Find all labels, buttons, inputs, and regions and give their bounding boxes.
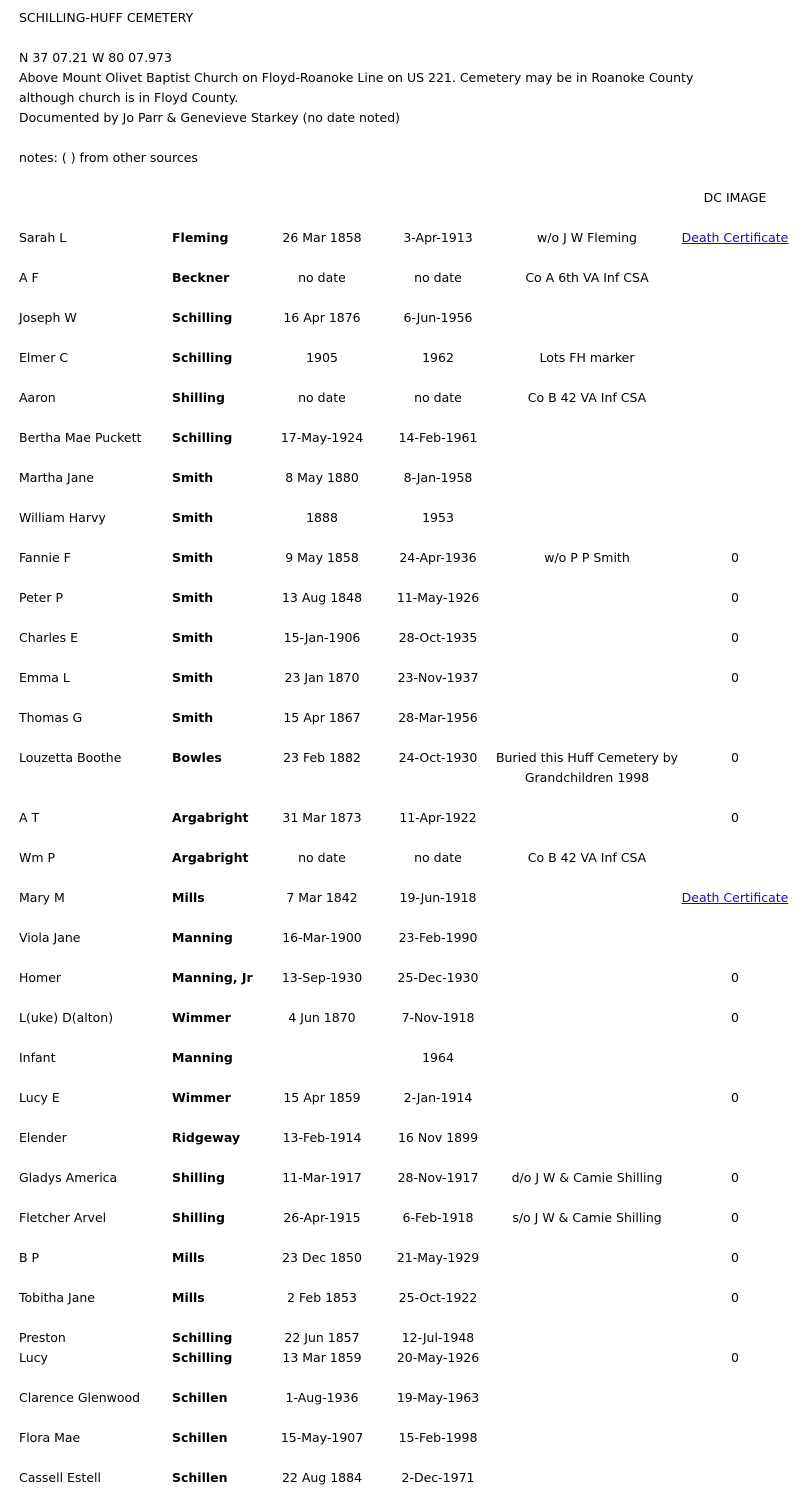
first-name: Fletcher Arvel xyxy=(19,1210,107,1225)
birth-date: 1-Aug-1936 xyxy=(285,1390,359,1405)
first-name: Thomas G xyxy=(19,710,83,725)
death-date: no date xyxy=(414,850,462,865)
burial-note: Co B 42 VA Inf CSA xyxy=(527,850,647,865)
birth-date: no date xyxy=(298,270,346,285)
last-name: Shilling xyxy=(172,1210,225,1225)
birth-date: 4 Jun 1870 xyxy=(288,1010,356,1025)
birth-date: 15 Apr 1867 xyxy=(283,710,361,725)
death-date: 8-Jan-1958 xyxy=(403,470,473,485)
dc-image-value: 0 xyxy=(731,1210,739,1225)
death-certificate-link[interactable]: Death Certificate xyxy=(681,230,789,245)
birth-date: 26 Mar 1858 xyxy=(282,230,362,245)
death-date: 3-Apr-1913 xyxy=(403,230,473,245)
birth-date: 23 Dec 1850 xyxy=(282,1250,362,1265)
first-name: Flora Mae xyxy=(19,1430,81,1445)
last-name: Smith xyxy=(172,630,214,645)
first-name: Elmer C xyxy=(19,350,69,365)
dc-image-value: 0 xyxy=(731,670,739,685)
death-date: 28-Mar-1956 xyxy=(398,710,478,725)
location-line-2: although church is in Floyd County. xyxy=(19,90,239,105)
last-name: Shilling xyxy=(172,390,225,405)
birth-date: 2 Feb 1853 xyxy=(287,1290,357,1305)
dc-image-value: 0 xyxy=(731,1250,739,1265)
death-date: 16 Nov 1899 xyxy=(397,1130,479,1145)
death-date: 12-Jul-1948 xyxy=(401,1330,475,1345)
location-line-1: Above Mount Olivet Baptist Church on Floyd-Roanoke Line on US 221. Cemetery may be in Roanoke County xyxy=(19,70,694,85)
birth-date: 13-Sep-1930 xyxy=(281,970,363,985)
dc-image-value: 0 xyxy=(731,810,739,825)
last-name: Smith xyxy=(172,550,214,565)
last-name: Ridgeway xyxy=(172,1130,241,1145)
death-date: 28-Nov-1917 xyxy=(397,1170,479,1185)
death-date: 19-Jun-1918 xyxy=(399,890,477,905)
death-date: 24-Apr-1936 xyxy=(399,550,477,565)
birth-date: 1905 xyxy=(306,350,338,365)
dc-image-value: 0 xyxy=(731,1290,739,1305)
birth-date: 15 Apr 1859 xyxy=(283,1090,361,1105)
death-date: 1964 xyxy=(422,1050,454,1065)
death-date: 23-Feb-1990 xyxy=(398,930,478,945)
burial-note: d/o J W & Camie Shilling xyxy=(511,1170,663,1185)
last-name: Argabright xyxy=(172,810,249,825)
death-date: no date xyxy=(414,390,462,405)
dc-image-value: 0 xyxy=(731,1350,739,1365)
last-name: Smith xyxy=(172,510,214,525)
last-name: Schilling xyxy=(172,310,233,325)
birth-date: 23 Feb 1882 xyxy=(283,750,361,765)
last-name: Manning xyxy=(172,930,233,945)
birth-date: 1888 xyxy=(306,510,338,525)
first-name: Mary M xyxy=(19,890,65,905)
last-name: Smith xyxy=(172,590,214,605)
birth-date: 11-Mar-1917 xyxy=(282,1170,362,1185)
birth-date: 16-Mar-1900 xyxy=(282,930,362,945)
death-certificate-link[interactable]: Death Certificate xyxy=(681,890,789,905)
death-date: 25-Oct-1922 xyxy=(398,1290,478,1305)
last-name: Schillen xyxy=(172,1390,228,1405)
birth-date: 15-Jan-1906 xyxy=(283,630,361,645)
birth-date: 22 Aug 1884 xyxy=(281,1470,363,1485)
last-name: Schilling xyxy=(172,350,233,365)
notes-line: notes: ( ) from other sources xyxy=(19,150,198,165)
first-name: Gladys America xyxy=(19,1170,118,1185)
birth-date: no date xyxy=(298,850,346,865)
last-name: Manning, Jr xyxy=(172,970,253,985)
first-name: William Harvy xyxy=(19,510,106,525)
last-name: Mills xyxy=(172,890,205,905)
death-date: 7-Nov-1918 xyxy=(401,1010,475,1025)
burial-note: Co B 42 VA Inf CSA xyxy=(527,390,647,405)
first-name: Aaron xyxy=(19,390,56,405)
first-name: Homer xyxy=(19,970,62,985)
death-date: 25-Dec-1930 xyxy=(397,970,479,985)
burial-note: w/o P P Smith xyxy=(544,550,630,565)
first-name: Tobitha Jane xyxy=(19,1290,95,1305)
death-date: 14-Feb-1961 xyxy=(398,430,478,445)
first-name: Martha Jane xyxy=(19,470,94,485)
death-date: 20-May-1926 xyxy=(396,1350,480,1365)
dc-image-value: 0 xyxy=(731,590,739,605)
first-name: Wm P xyxy=(19,850,56,865)
documented-by: Documented by Jo Parr & Genevieve Starkey (no date noted) xyxy=(19,110,401,125)
last-name: Manning xyxy=(172,1050,233,1065)
first-name: Infant xyxy=(19,1050,56,1065)
last-name: Wimmer xyxy=(172,1010,231,1025)
burial-note: w/o J W Fleming xyxy=(537,230,637,245)
death-date: 23-Nov-1937 xyxy=(397,670,479,685)
last-name: Schilling xyxy=(172,1350,233,1365)
burial-note: Buried this Huff Cemetery by Grandchildren 1998 xyxy=(495,750,679,785)
birth-date: 7 Mar 1842 xyxy=(286,890,358,905)
first-name: Louzetta Boothe xyxy=(19,750,122,765)
death-date: 28-Oct-1935 xyxy=(398,630,478,645)
last-name: Bowles xyxy=(172,750,222,765)
birth-date: 13 Mar 1859 xyxy=(282,1350,362,1365)
first-name: Charles E xyxy=(19,630,78,645)
birth-date: 31 Mar 1873 xyxy=(282,810,362,825)
death-date: 2-Jan-1914 xyxy=(403,1090,473,1105)
birth-date: 22 Jun 1857 xyxy=(284,1330,360,1345)
death-date: 11-Apr-1922 xyxy=(399,810,477,825)
last-name: Mills xyxy=(172,1250,205,1265)
last-name: Schillen xyxy=(172,1470,228,1485)
cemetery-title: SCHILLING-HUFF CEMETERY xyxy=(19,10,194,25)
burial-note: Lots FH marker xyxy=(539,350,635,365)
death-date: 1953 xyxy=(422,510,454,525)
death-date: 6-Jun-1956 xyxy=(403,310,473,325)
first-name: Elender xyxy=(19,1130,67,1145)
burial-note: Co A 6th VA Inf CSA xyxy=(525,270,649,285)
death-date: 21-May-1929 xyxy=(396,1250,480,1265)
dc-image-header: DC IMAGE xyxy=(703,190,767,205)
last-name: Schillen xyxy=(172,1430,228,1445)
first-name: Clarence Glenwood xyxy=(19,1390,141,1405)
death-date: no date xyxy=(414,270,462,285)
death-date: 6-Feb-1918 xyxy=(402,1210,474,1225)
death-date: 2-Dec-1971 xyxy=(401,1470,475,1485)
birth-date: 23 Jan 1870 xyxy=(284,670,360,685)
last-name: Schilling xyxy=(172,430,233,445)
last-name: Schilling xyxy=(172,1330,233,1345)
last-name: Smith xyxy=(172,670,214,685)
first-name: Bertha Mae Puckett xyxy=(19,430,142,445)
birth-date: 16 Apr 1876 xyxy=(283,310,361,325)
first-name: B P xyxy=(19,1250,40,1265)
first-name: Lucy E xyxy=(19,1090,60,1105)
first-name: A F xyxy=(19,270,39,285)
birth-date: 15-May-1907 xyxy=(280,1430,364,1445)
death-date: 19-May-1963 xyxy=(396,1390,480,1405)
last-name: Smith xyxy=(172,710,214,725)
birth-date: no date xyxy=(298,390,346,405)
birth-date: 13 Aug 1848 xyxy=(281,590,363,605)
first-name: L(uke) D(alton) xyxy=(19,1010,114,1025)
first-name: Emma L xyxy=(19,670,70,685)
death-date: 24-Oct-1930 xyxy=(398,750,478,765)
last-name: Shilling xyxy=(172,1170,225,1185)
dc-image-value: 0 xyxy=(731,750,739,765)
first-name: Viola Jane xyxy=(19,930,81,945)
dc-image-value: 0 xyxy=(731,1090,739,1105)
dc-image-value: 0 xyxy=(731,550,739,565)
first-name: Peter P xyxy=(19,590,64,605)
first-name: Cassell Estell xyxy=(19,1470,101,1485)
first-name: Lucy xyxy=(19,1350,48,1365)
first-name: Preston xyxy=(19,1330,66,1345)
dc-image-value: 0 xyxy=(731,1170,739,1185)
last-name: Fleming xyxy=(172,230,229,245)
last-name: Smith xyxy=(172,470,214,485)
death-date: 11-May-1926 xyxy=(396,590,480,605)
gps-coordinates: N 37 07.21 W 80 07.973 xyxy=(19,50,172,65)
dc-image-value: 0 xyxy=(731,1010,739,1025)
last-name: Beckner xyxy=(172,270,230,285)
first-name: Fannie F xyxy=(19,550,71,565)
first-name: Sarah L xyxy=(19,230,67,245)
dc-image-value: 0 xyxy=(731,970,739,985)
birth-date: 9 May 1858 xyxy=(285,550,359,565)
first-name: Joseph W xyxy=(19,310,77,325)
birth-date: 13-Feb-1914 xyxy=(282,1130,362,1145)
birth-date: 17-May-1924 xyxy=(280,430,364,445)
birth-date: 8 May 1880 xyxy=(285,470,359,485)
birth-date: 26-Apr-1915 xyxy=(283,1210,361,1225)
burial-note: s/o J W & Camie Shilling xyxy=(512,1210,662,1225)
death-date: 1962 xyxy=(422,350,454,365)
dc-image-value: 0 xyxy=(731,630,739,645)
last-name: Wimmer xyxy=(172,1090,231,1105)
last-name: Mills xyxy=(172,1290,205,1305)
last-name: Argabright xyxy=(172,850,249,865)
death-date: 15-Feb-1998 xyxy=(398,1430,478,1445)
first-name: A T xyxy=(19,810,40,825)
